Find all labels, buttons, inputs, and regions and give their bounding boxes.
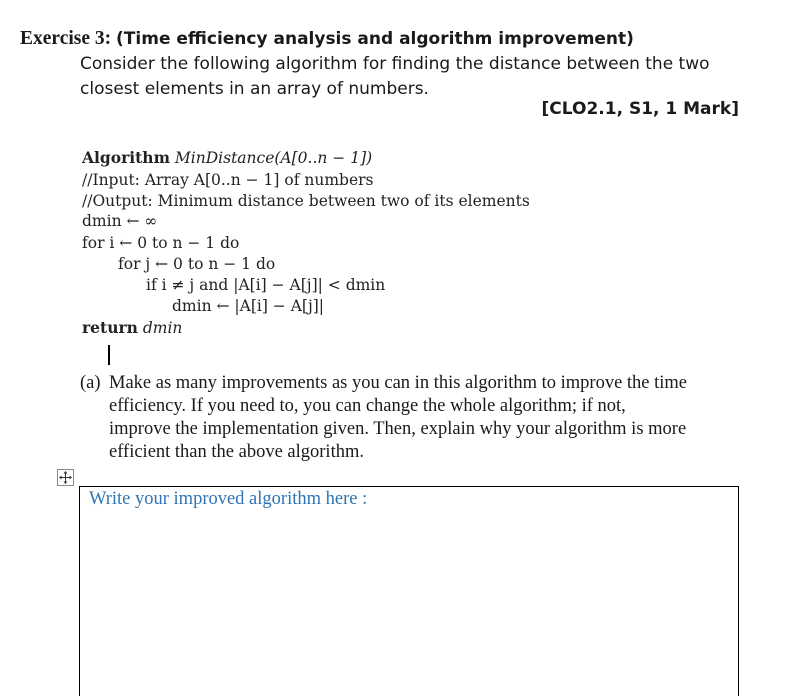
exercise-label: Exercise 3:: [20, 28, 112, 49]
algorithm-condition: if i ≠ j and |A[i] − A[j]| < dmin: [146, 276, 386, 294]
exercise-heading: [20, 28, 634, 50]
question-part-a: [80, 372, 750, 464]
algorithm-loop-i: for i ← 0 to n − 1 do: [82, 234, 240, 252]
exercise-title: (Time efficiency analysis and algorithm improvement): [116, 29, 634, 49]
part-a-line-4: efficient than the above algorithm.: [109, 442, 364, 462]
clo-marks: [CLO2.1, S1, 1 Mark]: [541, 99, 739, 119]
return-keyword: return: [82, 318, 138, 337]
four-arrow-move-icon[interactable]: [57, 469, 74, 486]
answer-box-label: Write your improved algorithm here :: [89, 489, 368, 509]
text-cursor: [108, 345, 110, 365]
part-a-line-3: improve the implementation given. Then, explain why your algorithm is more: [109, 419, 687, 439]
intro-line-2: closest elements in an array of numbers.: [80, 79, 429, 99]
algorithm-loop-j: for j ← 0 to n − 1 do: [118, 255, 276, 273]
algorithm-header: [82, 148, 372, 167]
exercise-intro: [80, 52, 710, 102]
algorithm-output: //Output: Minimum distance between two of its elements: [82, 192, 530, 210]
algorithm-init: dmin ← ∞: [82, 212, 158, 230]
part-a-line-2: efficiency. If you need to, you can change the whole algorithm; if not,: [109, 396, 626, 416]
algorithm-keyword: Algorithm: [82, 148, 170, 167]
intro-line-1: Consider the following algorithm for finding the distance between the two: [80, 54, 710, 74]
answer-box[interactable]: [79, 486, 739, 696]
return-variable: dmin: [142, 319, 183, 337]
part-a-tag: (a): [80, 373, 101, 393]
algorithm-assign: dmin ← |A[i] − A[j]|: [172, 297, 325, 315]
algorithm-signature: MinDistance(A[0..n − 1]): [174, 149, 373, 167]
part-a-line-1: Make as many improvements as you can in this algorithm to improve the time: [109, 373, 688, 393]
algorithm-return: [82, 318, 182, 337]
algorithm-input: //Input: Array A[0..n − 1] of numbers: [82, 171, 374, 189]
